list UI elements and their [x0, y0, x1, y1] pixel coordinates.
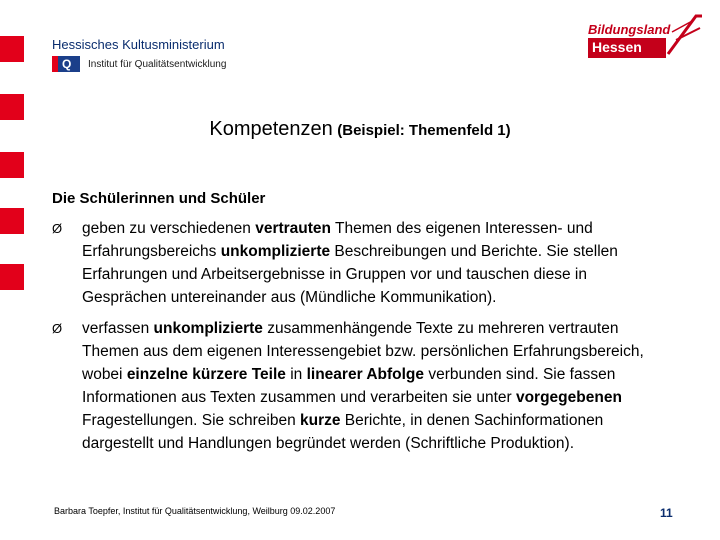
brand-box-text: Hessen: [592, 39, 642, 55]
bullet-text: [82, 220, 618, 306]
footer-credit: Barbara Toepfer, Institut für Qualitätsentwicklung, Weilburg 09.02.2007: [54, 506, 336, 516]
red-square: [0, 36, 24, 62]
text-segment: zusammenhängende Texte zu mehreren vertrauten Themen aus dem eigenen Interessengebiet bzw. persönlichen Erfahrungsbereich, wobei: [82, 320, 644, 383]
title-main: Kompetenzen: [209, 118, 333, 140]
brand-top-text: Bildungsland: [588, 22, 671, 37]
text-segment: Beschreibungen und Berichte. Sie stellen Erfahrungen und Arbeitsergebnisse in Gruppen vor und tauschen diese in Gesprächen untereinander aus (Mündliche Kommunikation).: [82, 243, 618, 306]
arrow-bullet-icon: Ø: [52, 321, 63, 336]
bold-segment: unkomplizierte: [220, 243, 331, 260]
red-square-strip: [0, 0, 24, 540]
bold-segment: linearer Abfolge: [306, 366, 425, 383]
bildungsland-hessen-logo: [588, 10, 706, 62]
bold-segment: unkomplizierte: [153, 320, 263, 337]
bold-segment: einzelne kürzere Teile: [126, 366, 286, 383]
text-segment: geben zu verschiedenen: [82, 220, 256, 237]
bold-segment: vertrauten: [255, 220, 332, 237]
ministry-name: Hessisches Kultusministerium: [52, 37, 225, 52]
brand-box: [588, 38, 666, 58]
page-number: 11: [660, 506, 673, 520]
bullet-item: [52, 317, 672, 455]
text-segment: in: [285, 366, 307, 383]
institute-logo-icon: Q: [52, 56, 80, 72]
title-sub: (Beispiel: Themenfeld 1): [337, 122, 511, 139]
red-square: [0, 264, 24, 290]
red-square: [0, 152, 24, 178]
red-square: [0, 208, 24, 234]
text-segment: verbunden sind. Sie fassen Informationen aus Texten zusammen und verarbeiten sie unter: [82, 366, 616, 406]
bold-segment: kurze: [300, 412, 341, 429]
institute-name: Institut für Qualitätsentwicklung: [88, 58, 227, 70]
red-square: [0, 94, 24, 120]
swoosh-icon: [666, 10, 706, 58]
institute-row: [52, 56, 226, 72]
text-segment: Fragestellungen. Sie schreiben: [82, 412, 300, 429]
bold-segment: vorgegebenen: [515, 389, 622, 406]
subheading: Die Schülerinnen und Schüler: [52, 190, 266, 207]
text-segment: Berichte, in denen Sachinformationen dargestellt und Handlungen begründet werden (Schriftliche Produktion).: [82, 412, 604, 452]
text-segment: verfassen: [82, 320, 154, 337]
header-left: [52, 37, 226, 72]
slide-title: [0, 118, 720, 141]
arrow-bullet-icon: Ø: [52, 221, 63, 236]
bullet-list: [52, 217, 672, 463]
bullet-text: [82, 320, 644, 452]
text-segment: Themen des eigenen Interessen- und Erfahrungsbereichs: [82, 220, 593, 260]
bullet-item: [52, 217, 672, 309]
